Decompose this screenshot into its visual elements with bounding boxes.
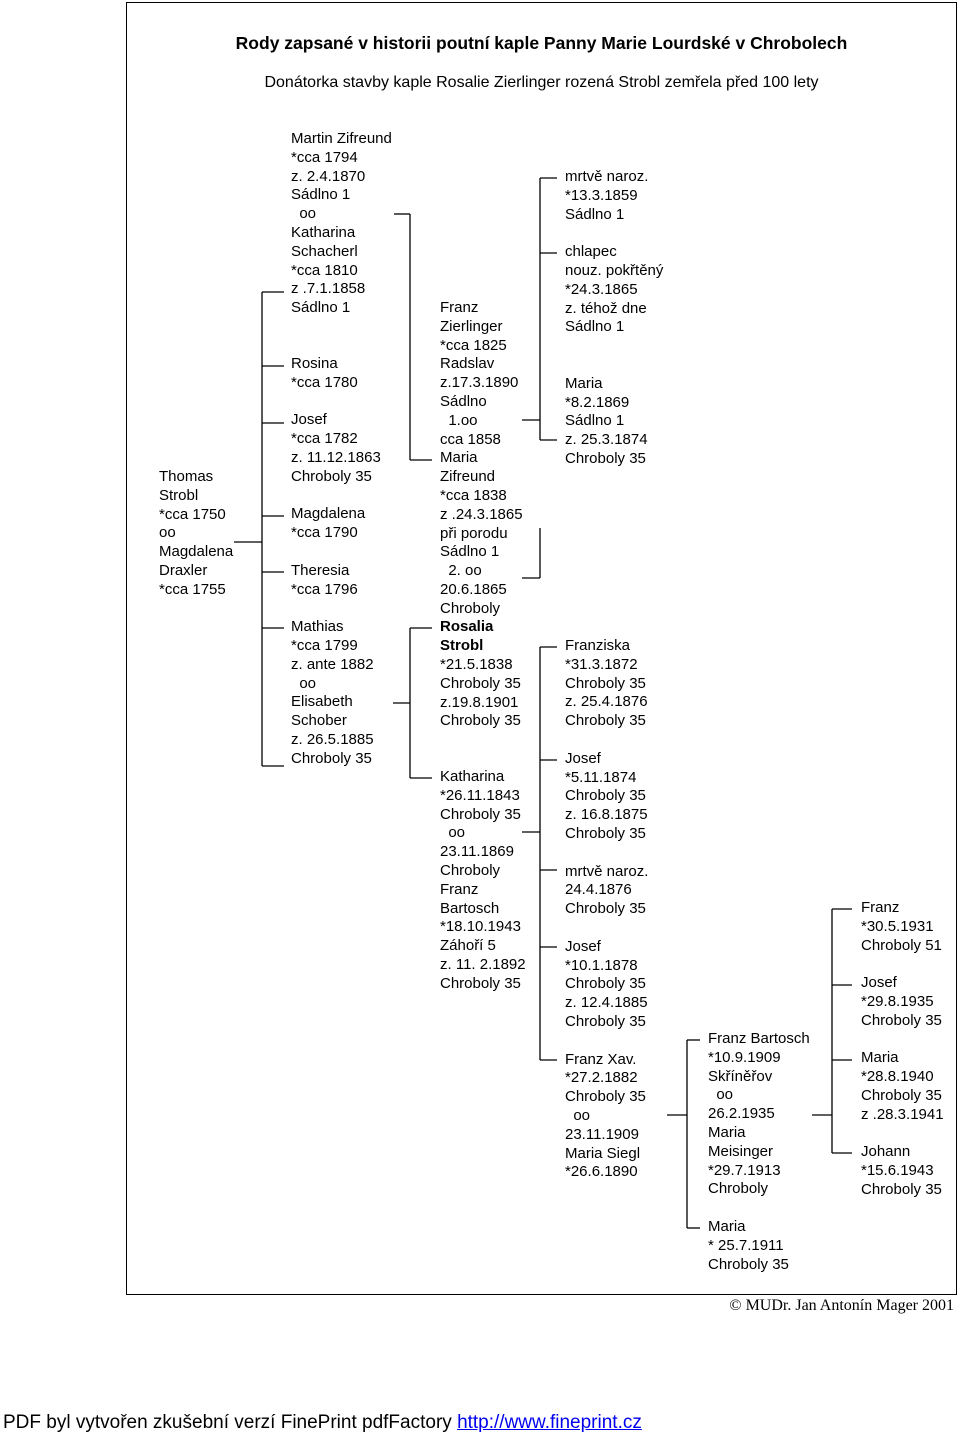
siblings-column [291,355,381,769]
text-line: oo [291,205,317,223]
text-line: Chroboly 35 [565,787,646,805]
text-line: Chroboly 35 [565,975,646,993]
text-line [291,599,381,618]
text-line [565,337,663,356]
text-line: Chroboly [708,1180,769,1198]
text-line: Maria [708,1218,746,1235]
text-line: 23.11.1909 [565,1125,639,1143]
text-line: z. 25.4.1876 [565,693,648,711]
text-line: *cca 1790 [291,524,358,542]
text-line: oo [159,524,176,542]
text-line: Franz Bartosch [708,1030,810,1047]
text-line: Maria [708,1123,746,1141]
text-line: *5.11.1874 [565,768,637,786]
text-line: Strobl [159,486,199,504]
text-line: Maria [565,374,603,392]
text-line: Katharina [440,768,505,785]
text-line: *26.11.1843 [440,786,520,804]
text-line: Chroboly 35 [291,749,372,767]
text-line: *cca 1799 [291,636,358,654]
text-line: *26.6.1890 [565,1163,638,1181]
rosalia-details [440,656,521,731]
text-line: *30.5.1931 [861,917,934,935]
text-line: Radslav [440,355,495,373]
text-line [565,919,648,938]
text-line: z. téhož dne [565,299,647,317]
text-line: z.19.8.1901 [440,693,519,711]
text-line: *27.2.1882 [565,1069,638,1087]
text-line: Zierlinger [440,317,503,335]
text-line: z. 11.12.1863 [291,448,381,466]
text-line: *10.9.1909 [708,1048,781,1066]
text-line: Josef [565,749,601,767]
text-line: Chroboly 35 [440,974,521,992]
text-line: z. 12.4.1885 [565,994,648,1012]
text-line: z. 11. 2.1892 [440,955,526,973]
text-line: Sádlno 1 [565,412,625,430]
text-line: Chroboly [440,861,501,879]
text-line [291,543,381,562]
text-line: mrtvě naroz. [565,862,649,880]
text-line: Franz Xav. [565,1050,637,1068]
text-line: Johann [861,1143,911,1161]
text-line: oo [565,1106,591,1124]
text-line: Sádlno 1 [291,299,351,317]
zierlinger-children [565,168,663,469]
text-line: *8.2.1869 [565,393,630,411]
text-line [291,487,381,506]
text-line: *29.7.1913 [708,1161,781,1179]
text-line: *cca 1838 [440,486,507,504]
text-line: Chroboly 51 [861,936,942,954]
text-line: Maria [440,449,478,467]
text-line: 24.4.1876 [565,881,632,899]
text-line: nouz. pokřtěný [565,261,664,279]
text-line: *cca 1782 [291,430,358,448]
text-line [565,356,663,375]
text-line: *21.5.1838 [440,656,513,673]
text-line: z. 26.5.1885 [291,730,374,748]
text-line: Katharina [291,223,356,241]
text-line: Magdalena [159,543,234,561]
text-line: Chroboly 35 [291,467,372,485]
text-line: Chroboly 35 [440,712,521,730]
text-line: 20.6.1865 [440,580,507,598]
text-line: Josef [861,974,897,992]
text-line: mrtvě naroz. [565,168,649,185]
text-line: * 25.7.1911 [708,1236,784,1254]
text-line: Chroboly 35 [565,674,646,692]
text-line: Mathias [291,618,344,636]
text-line: z .7.1.1858 [291,280,366,298]
person-katharina [440,768,526,994]
text-line: *31.3.1872 [565,655,638,673]
text-line [861,1125,944,1144]
text-line: Chroboly 35 [861,1086,942,1104]
text-line: *cca 1755 [159,580,226,598]
text-line: z.17.3.1890 [440,374,519,392]
text-line: Sádlno 1 [291,186,351,204]
person-franz-zierlinger [440,299,523,619]
text-line: Bartosch [440,899,500,917]
person-maria-1911 [708,1218,789,1274]
text-line: oo [440,824,466,842]
text-line: Záhoří 5 [440,937,496,955]
text-line: *24.3.1865 [565,280,638,298]
text-line: *13.3.1859 [565,186,638,204]
text-line: *29.8.1935 [861,992,934,1010]
text-line: Chroboly 35 [565,449,646,467]
text-line: *15.6.1943 [861,1162,934,1180]
text-line: Chroboly 35 [565,824,646,842]
rosalia-first-name: Rosalia [440,618,494,635]
text-line [861,1031,944,1050]
copyright: © MUDr. Jan Antonín Mager 2001 [729,1297,954,1314]
pdf-footer [3,1412,642,1434]
text-line: Zifreund [440,468,496,486]
text-line: Josef [291,411,327,429]
text-line: Sádlno [440,392,487,410]
rosalia-last-name: Strobl [440,636,484,654]
text-line [565,731,648,750]
footer-text: PDF byl vytvořen zkušební verzí FinePrint pdfFactory [3,1412,458,1433]
text-line: Schacherl [291,242,358,260]
text-line: *cca 1810 [291,261,358,279]
text-line: Schober [291,712,347,730]
text-line [565,224,663,243]
text-line: Rosina [291,355,338,372]
text-line: Chroboly [440,599,501,617]
text-line: Chroboly 35 [708,1255,789,1273]
text-line [565,1032,648,1051]
person-rosalia-strobl [440,618,493,656]
text-line: Maria [861,1049,899,1067]
text-line: *cca 1780 [291,373,358,391]
text-line: Franziska [565,637,631,654]
text-line: *cca 1750 [159,505,226,523]
text-line [565,844,648,863]
text-line: Martin Zifreund [291,130,392,147]
text-line: *cca 1796 [291,580,358,598]
page-title: Rody zapsané v historii poutní kaple Panny Marie Lourdské v Chrobolech [235,33,848,53]
text-line: Chroboly 35 [565,712,646,730]
text-line: Chroboly 35 [565,1012,646,1030]
text-line: cca 1858 [440,430,501,448]
text-line: Josef [565,937,601,955]
text-line: z .24.3.1865 [440,505,523,523]
text-line: Sádlno 1 [565,205,625,223]
text-line: 2. oo [440,562,482,580]
text-line [291,393,381,412]
text-line: 26.2.1935 [708,1105,775,1123]
person-thomas-strobl [159,468,233,600]
text-line: Franz [861,899,900,916]
footer-link[interactable]: http://www.fineprint.cz [457,1412,642,1433]
text-line: *18.10.1943 [440,918,521,936]
text-line: Maria Siegl [565,1144,641,1162]
text-line: Franz [440,880,479,898]
text-line: *10.1.1878 [565,956,638,974]
text-line: oo [291,674,317,692]
text-line: 23.11.1869 [440,843,514,861]
text-line: oo [708,1086,734,1104]
text-line: chlapec [565,243,617,261]
text-line: Chroboly 35 [440,674,521,692]
text-line: 1.oo [440,411,478,429]
text-line: Chroboly 35 [861,1011,942,1029]
text-line: z. ante 1882 [291,655,374,673]
text-line: Theresia [291,561,350,579]
text-line: Chroboly 35 [861,1180,942,1198]
text-line: z. 2.4.1870 [291,167,366,185]
person-franz-bartosch [708,1030,810,1199]
text-line [861,955,944,974]
text-line: Meisinger [708,1142,774,1160]
bartosch-children [565,637,648,1182]
text-line: Franz [440,299,479,316]
text-line: z .28.3.1941 [861,1105,944,1123]
text-line: Draxler [159,561,208,579]
page-subtitle: Donátorka stavby kaple Rosalie Zierlinger rozená Strobl zemřela před 100 lety [264,74,819,91]
text-line: Chroboly 35 [565,900,646,918]
person-martin-zifreund [291,130,392,318]
text-line: *cca 1794 [291,148,358,166]
text-line: Skříněřov [708,1067,773,1085]
text-line: z. 16.8.1875 [565,806,648,824]
text-line: Thomas [159,468,214,485]
text-line: při porodu [440,524,508,542]
grandchildren-column [861,899,944,1200]
text-line: *28.8.1940 [861,1068,934,1086]
text-line: Sádlno 1 [565,318,625,336]
text-line: Elisabeth [291,693,353,711]
text-line: *cca 1825 [440,336,507,354]
text-line: Chroboly 35 [440,805,521,823]
text-line: Magdalena [291,505,366,523]
text-line: Sádlno 1 [440,543,500,561]
text-line: z. 25.3.1874 [565,431,648,449]
text-line: Chroboly 35 [565,1088,646,1106]
